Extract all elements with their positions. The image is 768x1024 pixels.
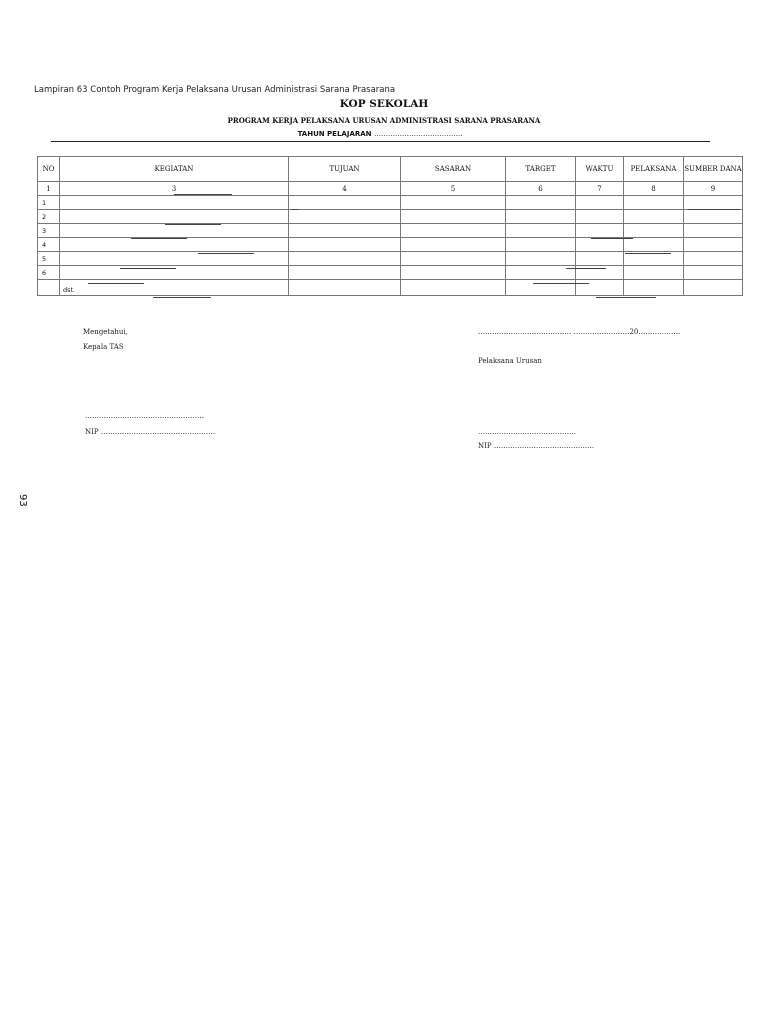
separator-line (88, 283, 144, 284)
col-number: 1 (38, 182, 60, 196)
col-number: 6 (506, 182, 576, 196)
table-cell (684, 224, 743, 238)
place-date-line: …………………………………. ……………………20……………… (478, 328, 681, 336)
table-cell (38, 280, 60, 296)
col-header-sumber-dana: SUMBER DANA (684, 157, 743, 182)
right-nip-line: NIP ……………………………………. (478, 442, 595, 450)
separator-line (591, 238, 633, 239)
table-cell (624, 280, 684, 296)
table-row (38, 196, 743, 210)
table-cell (289, 280, 401, 296)
table-cell (401, 238, 506, 252)
separator-line (131, 238, 187, 239)
separator-line (566, 268, 606, 269)
col-number: 8 (624, 182, 684, 196)
table-cell (576, 252, 624, 266)
mengetahui-label: Mengetahui, (83, 328, 128, 336)
right-signature-name-line: …………………………………… (478, 428, 576, 436)
table-cell (60, 252, 289, 266)
table-cell (624, 266, 684, 280)
table-cell (506, 196, 576, 210)
table-cell (401, 196, 506, 210)
table-cell (576, 210, 624, 224)
tahun-label: TAHUN PELAJARAN (297, 130, 374, 138)
table-cell (60, 224, 289, 238)
table-cell (289, 252, 401, 266)
table-cell (576, 238, 624, 252)
table-cell (401, 210, 506, 224)
separator-line (533, 283, 589, 284)
table-cell (506, 238, 576, 252)
table-cell (624, 238, 684, 252)
column-number-row (38, 182, 743, 196)
table-cell (401, 280, 506, 296)
table-row (38, 210, 743, 224)
separator-line (625, 253, 671, 254)
table-cell (289, 210, 401, 224)
table-cell (506, 280, 576, 296)
row-number: 4 (38, 238, 60, 252)
separator-line (174, 194, 232, 195)
left-nip-line: NIP …………………………………………. (85, 428, 216, 436)
table-cell (289, 238, 401, 252)
table-cell (60, 210, 289, 224)
separator-line (120, 268, 176, 269)
table-cell (624, 224, 684, 238)
col-number: 9 (684, 182, 743, 196)
col-header-target: TARGET (506, 157, 576, 182)
table-cell (289, 266, 401, 280)
table-cell (506, 210, 576, 224)
table-cell (684, 210, 743, 224)
table-cell (684, 196, 743, 210)
pelaksana-urusan-label: Pelaksana Urusan (478, 357, 542, 365)
separator-line (292, 209, 298, 210)
caption: Lampiran 63 Contoh Program Kerja Pelaksana Urusan Administrasi Sarana Prasarana (34, 85, 396, 95)
table-cell (576, 280, 624, 296)
table-cell (506, 252, 576, 266)
col-header-no: NO (38, 157, 60, 182)
table-cell (401, 252, 506, 266)
col-number: 7 (576, 182, 624, 196)
table-cell (684, 238, 743, 252)
table-cell (684, 266, 743, 280)
program-table (37, 156, 743, 296)
table-cell (684, 280, 743, 296)
program-subtitle: PROGRAM KERJA PELAKSANA URUSAN ADMINISTRASI SARANA PRASARANA (227, 116, 541, 125)
col-header-kegiatan: KEGIATAN (60, 157, 289, 182)
table-cell (624, 210, 684, 224)
table-row (38, 238, 743, 252)
dst-label: dst. (60, 280, 289, 296)
separator-line (596, 297, 656, 298)
col-number: 4 (289, 182, 401, 196)
col-number: 5 (401, 182, 506, 196)
table-cell (401, 224, 506, 238)
table-cell (624, 196, 684, 210)
separator-line (198, 253, 254, 254)
row-number: 5 (38, 252, 60, 266)
col-header-pelaksana: PELAKSANA (624, 157, 684, 182)
table-header-row (38, 157, 743, 182)
table-cell (684, 252, 743, 266)
table-cell (289, 196, 401, 210)
table-cell (506, 266, 576, 280)
col-number: 3 (60, 182, 289, 196)
col-header-tujuan: TUJUAN (289, 157, 401, 182)
table-cell (576, 196, 624, 210)
row-number: 1 (38, 196, 60, 210)
row-number: 3 (38, 224, 60, 238)
page-number: 93 (17, 494, 28, 507)
header-rule (51, 141, 710, 142)
row-number: 6 (38, 266, 60, 280)
separator-line (165, 224, 221, 225)
table-cell (60, 196, 289, 210)
separator-line (153, 297, 211, 298)
table-cell (506, 224, 576, 238)
table-cell (576, 224, 624, 238)
kepala-tas-label: Kepala TAS (83, 343, 124, 351)
col-header-sasaran: SASARAN (401, 157, 506, 182)
col-header-waktu: WAKTU (576, 157, 624, 182)
row-number: 2 (38, 210, 60, 224)
table-cell (289, 224, 401, 238)
kop-sekolah-heading: KOP SEKOLAH (339, 98, 429, 110)
left-signature-name-line: …………………………………………… (85, 412, 204, 420)
table-row-continuation (38, 280, 743, 296)
table-cell (401, 266, 506, 280)
separator-line (688, 209, 740, 210)
table-row (38, 224, 743, 238)
tahun-pelajaran (0, 130, 760, 138)
tahun-dots: ……………………………….. (373, 130, 463, 138)
table-cell (60, 238, 289, 252)
